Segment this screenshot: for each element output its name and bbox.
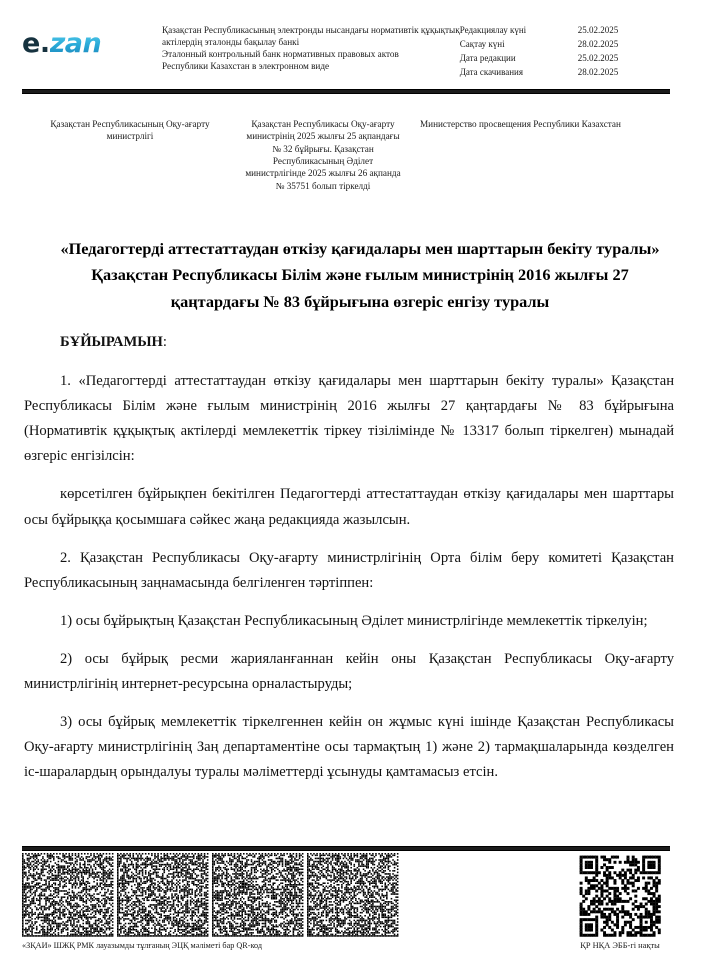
datamatrix-caption: «ЗҚАИ» ШЖҚ РМК лауазымды тұлғаның ЭЦҚ мәліметі бар QR-код [22, 941, 263, 950]
datamatrix-code-1 [22, 853, 114, 938]
bank-line-kk-2: актілердің эталонды бақылау банкі [162, 37, 300, 48]
date-label-saved-kk: Сақтау күні [459, 39, 505, 50]
column-order-registration: Қазақстан Республикасы Оқу-ағарту министрінің 2025 жылғы 25 ақпандағы № 32 бұйрығы. Қазақстан Республикасының Әділет министрлігінде 2025 жылғы 26 ақпанда № 35751 болып тіркелді [245, 119, 401, 191]
datamatrix-code-3 [212, 853, 304, 938]
bank-line-kk-1: Қазақстан Республикасының электронды нысандағы нормативтік құқықтық [162, 25, 460, 35]
date-label-revision-kk: Редакциялау күні [459, 25, 527, 35]
document-body [24, 330, 674, 785]
date-label-revision-ru: Дата редакции [459, 53, 516, 64]
paragraph-2-sub-2: 2) осы бұйрық ресми жарияланғаннан кейін оны Қазақстан Республикасы Оқу-ағарту министрлігінің интернет-ресурсына орналастыруды; [24, 650, 674, 693]
footer-codes [22, 853, 670, 953]
logo-word-zan: zan [49, 28, 102, 59]
footer-divider [22, 846, 670, 851]
date-value-download-ru: 28.02.2025 [577, 67, 619, 78]
date-label-download-ru: Дата скачивания [459, 67, 523, 78]
datamatrix-code-4 [307, 853, 399, 938]
paragraph-2: 2. Қазақстан Республикасы Оқу-ағарту министрлігінің Орта білім беру комитеті Қазақстан Республикасының заңнамасында белгіленген тәртіппен: [24, 549, 674, 591]
header-divider [22, 89, 670, 94]
paragraph-1: 1. «Педагогтерді аттестаттаудан өткізу қағидалары мен шарттарын бекіту туралы» Қазақстан Республикасы Білім және ғылым министрінің 2016 жылғы 27 қаңтардағы № 83 бұйрығына (Нормативтік құқықтық актілерді мемлекеттік тіркеу тізілімінде № 13317 болып тіркелген) мынадай өзгеріс енгізілсін: [24, 373, 674, 465]
paragraph-2-sub-3: 3) осы бұйрық мемлекеттік тіркелгеннен кейін он жұмыс күні ішінде Қазақстан Республикасы Оқу-ағарту министрлігінің Заң департаментіне осы тармақтың 1) және 2) тармақшаларында көзделген іс-шаралардың орындалуы туралы мәліметтерді ұсынуды қамтамасыз етсін. [24, 714, 674, 781]
ministry-columns [22, 118, 670, 192]
date-value-revision-ru: 25.02.2025 [577, 53, 619, 64]
bank-description [134, 22, 460, 73]
qr-block [570, 853, 670, 950]
date-value-revision-kk: 25.02.2025 [577, 25, 619, 35]
qr-caption: ҚР НҚА ЭББ-гі нақты [580, 941, 660, 950]
document-dates [460, 22, 680, 79]
column-ministry-ru: Министерство просвещения Республики Казахстан [420, 119, 621, 129]
paragraph-2-sub-1: 1) осы бұйрықтың Қазақстан Республикасының Әділет министрлігінде мемлекеттік тіркелуін; [60, 612, 648, 629]
column-ministry-kk: Қазақстан Республикасының Оқу-ағарту министрлігі [50, 119, 210, 142]
ezan-logo [22, 22, 134, 57]
order-heading-colon: : [162, 334, 167, 350]
qr-code-icon [577, 853, 663, 939]
bank-line-ru-1: Эталонный контрольный банк нормативных правовых актов [162, 49, 399, 60]
logo-dot: . [39, 28, 50, 59]
bank-line-ru-2: Республики Казахстан в электронном виде [162, 61, 330, 72]
order-heading [60, 330, 674, 355]
order-heading-text: БҰЙЫРАМЫН [60, 334, 163, 350]
datamatrix-strip [22, 853, 399, 938]
datamatrix-code-2 [117, 853, 209, 938]
date-value-saved-kk: 28.02.2025 [577, 39, 619, 50]
paragraph-1-continuation: көрсетілген бұйрықпен бекітілген Педагогтерді аттестаттаудан өткізу қағидалары мен шарттары осы бұйрыққа қосымшаға сәйкес жаңа редакцияда жазылсын. [24, 486, 674, 528]
document-title: «Педагогтерді аттестаттаудан өткізу қағидалары мен шарттарын бекіту туралы» Қазақстан Республикасы Білім және ғылым министрінің 2016 жылғы 27 қаңтардағы № 83 бұйрығына өзгеріс енгізу туралы [60, 239, 660, 311]
logo-letter-e: e [22, 28, 40, 59]
masthead [22, 22, 670, 84]
